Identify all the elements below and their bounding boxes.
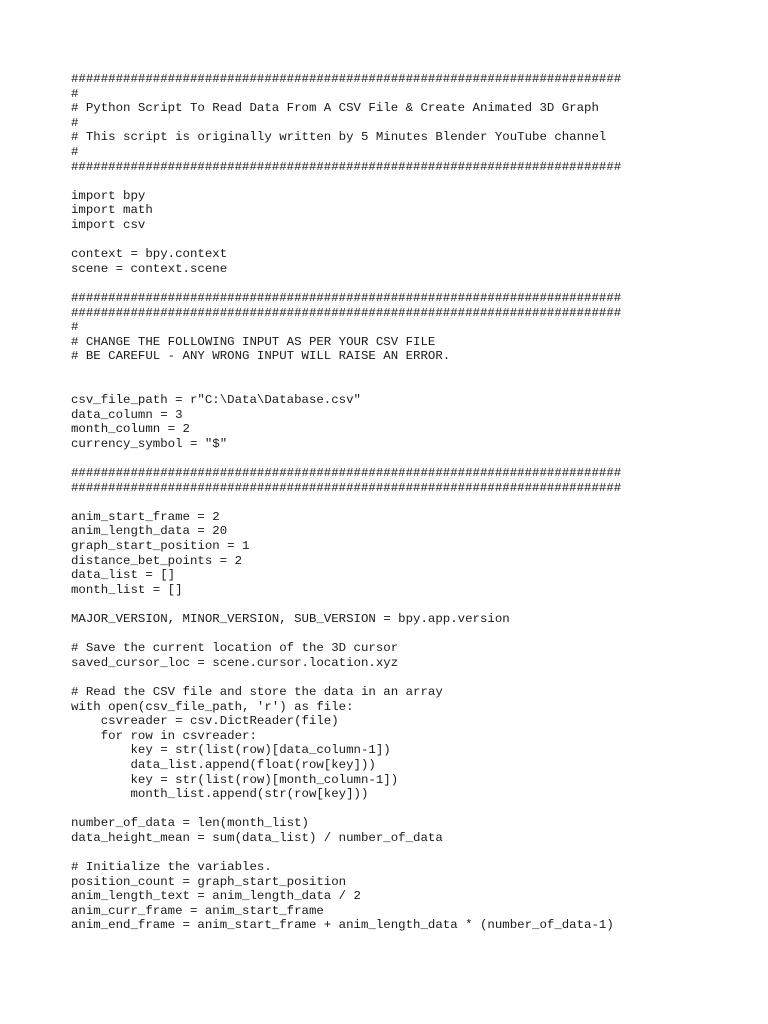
code-line: month_list = [] — [71, 582, 183, 597]
code-line: # Initialize the variables. — [71, 860, 272, 875]
code-line — [71, 276, 751, 291]
code-line — [71, 451, 751, 466]
code-line: graph_start_position = 1 — [71, 539, 250, 553]
code-line: distance_bet_points = 2 — [71, 553, 243, 568]
code-line: # BE CAREFUL - ANY WRONG INPUT WILL RAISE AN ERROR. — [71, 349, 451, 364]
code-line: csvreader = csv.DictReader(file) — [71, 714, 339, 729]
code-line: ########################################################################## — [71, 72, 622, 86]
code-line — [71, 845, 751, 860]
code-line: data_list.append(float(row[key])) — [71, 757, 376, 772]
code-line: # — [71, 144, 79, 159]
code-line: # — [71, 86, 79, 101]
code-line — [71, 364, 751, 379]
code-line: anim_curr_frame = anim_start_frame — [71, 903, 324, 918]
code-line: csv_file_path = r"C:\Data\Database.csv" — [71, 393, 361, 408]
code-line: key = str(list(row)[data_column-1]) — [71, 743, 391, 758]
code-line — [71, 670, 751, 685]
code-line — [71, 802, 751, 817]
code-line: data_column = 3 — [71, 407, 183, 422]
code-line: scene = context.scene — [71, 261, 228, 276]
code-line — [71, 233, 751, 248]
code-line — [71, 597, 751, 612]
code-line: # — [71, 320, 79, 335]
code-line: import math — [71, 203, 153, 218]
code-line: data_height_mean = sum(data_list) / number_of_data — [71, 830, 443, 845]
code-line: for row in csvreader: — [71, 728, 257, 743]
code-line — [71, 378, 751, 393]
code-listing — [71, 72, 751, 933]
code-line — [71, 627, 751, 642]
code-line: number_of_data = len(month_list) — [71, 816, 309, 831]
code-line: month_column = 2 — [71, 422, 190, 437]
code-line: ########################################################################## — [71, 466, 622, 481]
code-line: import csv — [71, 217, 146, 232]
code-line: # Save the current location of the 3D cursor — [71, 641, 399, 656]
code-line: anim_start_frame = 2 — [71, 509, 220, 524]
code-line: anim_length_text = anim_length_data / 2 — [71, 889, 361, 904]
code-line: key = str(list(row)[month_column-1]) — [71, 772, 399, 787]
code-line: ########################################################################## — [71, 480, 622, 495]
code-line: # CHANGE THE FOLLOWING INPUT AS PER YOUR CSV FILE — [71, 334, 436, 349]
code-line: saved_cursor_loc = scene.cursor.location.xyz — [71, 655, 399, 670]
code-line: # This script is originally written by 5 Minutes Blender YouTube channel — [71, 130, 607, 145]
code-line: ########################################################################## — [71, 290, 622, 305]
code-line: ########################################################################## — [71, 305, 622, 320]
code-line: data_list = [] — [71, 568, 176, 583]
code-line: # Read the CSV file and store the data in an array — [71, 684, 443, 699]
code-line: ########################################################################## — [71, 159, 622, 174]
code-line: # Python Script To Read Data From A CSV File & Create Animated 3D Graph — [71, 101, 599, 116]
code-line: position_count = graph_start_position — [71, 874, 347, 889]
code-line: with open(csv_file_path, 'r') as file: — [71, 699, 354, 714]
code-line — [71, 174, 751, 189]
code-line: month_list.append(str(row[key])) — [71, 787, 369, 802]
code-line — [71, 495, 751, 510]
code-line: # — [71, 115, 79, 130]
code-line: anim_end_frame = anim_start_frame + anim_length_data * (number_of_data-1) — [71, 918, 614, 933]
code-line: currency_symbol = "$" — [71, 436, 228, 451]
code-line: context = bpy.context — [71, 247, 228, 262]
code-line: import bpy — [71, 188, 146, 203]
code-line: anim_length_data = 20 — [71, 524, 228, 539]
code-line: MAJOR_VERSION, MINOR_VERSION, SUB_VERSION = bpy.app.version — [71, 611, 510, 626]
